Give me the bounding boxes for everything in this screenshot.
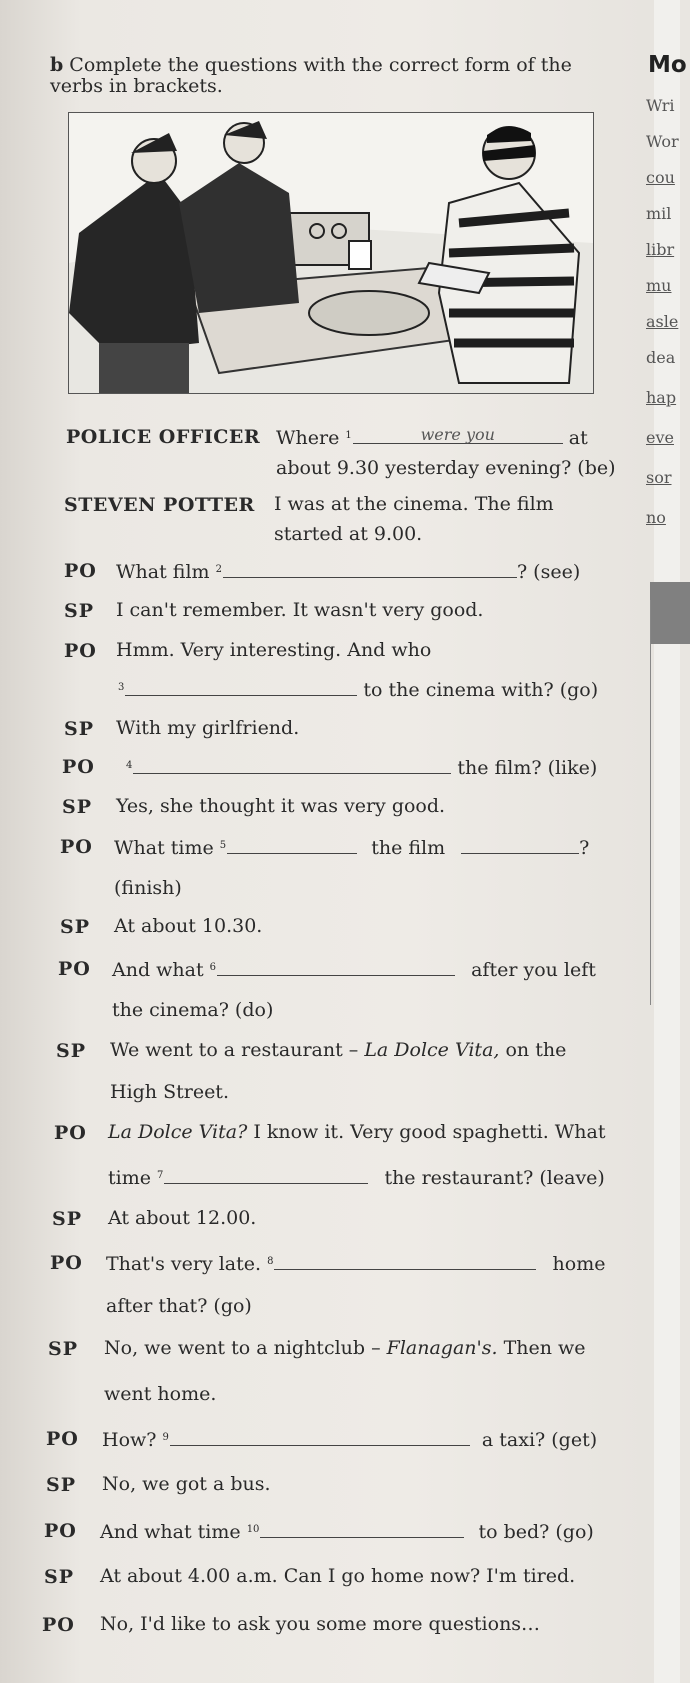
- gap-number: 3: [118, 682, 125, 693]
- dialogue-text: a taxi? (get): [481, 1429, 598, 1451]
- dialogue-italic: La Dolce Vita,: [364, 1039, 500, 1061]
- dialogue-line: [126, 754, 597, 780]
- dialogue-text: What film: [116, 561, 216, 583]
- dialogue-line: At about 10.30.: [114, 915, 263, 937]
- speaker-label: SP: [64, 600, 95, 622]
- dialogue-line: No, we got a bus.: [102, 1473, 271, 1495]
- dialogue-line-cont: after that? (go): [106, 1295, 252, 1317]
- dialogue-text: And what: [112, 959, 210, 981]
- answer-blank[interactable]: [461, 835, 579, 854]
- gap-number: 5: [219, 840, 227, 851]
- dialogue-line-cont: [108, 1164, 605, 1190]
- exercise-letter: b: [50, 54, 64, 76]
- dialogue-italic: La Dolce Vita?: [108, 1121, 248, 1143]
- speaker-label: SP: [46, 1474, 77, 1496]
- side-item: cou: [646, 168, 675, 187]
- dialogue-text: at: [562, 427, 588, 449]
- side-item: Wor: [646, 132, 679, 151]
- dialogue-text: We went to a restaurant –: [110, 1039, 365, 1061]
- answer-blank[interactable]: [164, 1165, 368, 1184]
- speaker-label: PO: [62, 756, 95, 778]
- dialogue-line: [112, 956, 596, 982]
- dialogue-line: [114, 834, 589, 860]
- gap-number: 9: [162, 1432, 169, 1443]
- dialogue-line: No, I'd like to ask you some more questions…: [100, 1613, 541, 1635]
- dialogue-text: Then we: [497, 1337, 586, 1359]
- dialogue-text: on the: [499, 1039, 567, 1061]
- side-item: eve: [646, 428, 674, 447]
- dialogue-line: [102, 1426, 597, 1452]
- adjacent-page-column: [640, 0, 687, 1683]
- side-item: sor: [646, 468, 672, 487]
- speaker-label: STEVEN POTTER: [64, 494, 255, 516]
- dialogue-text: How?: [102, 1429, 163, 1451]
- side-item: dea: [646, 348, 676, 367]
- answer-blank[interactable]: [217, 957, 455, 976]
- dialogue-text: No, we went to a nightclub –: [104, 1337, 387, 1359]
- dialogue-line: [106, 1250, 605, 1276]
- side-item: Wri: [646, 96, 675, 115]
- speaker-label: SP: [56, 1040, 87, 1062]
- dialogue-text: to the cinema with? (go): [363, 679, 599, 701]
- gap-number: 10: [246, 1524, 260, 1535]
- dialogue-line-cont: High Street.: [110, 1081, 229, 1103]
- side-item: hap: [646, 388, 677, 407]
- dialogue-text: ?: [579, 837, 590, 859]
- speaker-label: SP: [62, 796, 93, 818]
- dialogue-text: after you left: [471, 959, 596, 981]
- side-grey-box: [650, 582, 690, 644]
- side-item: libr: [646, 240, 675, 259]
- speaker-label: SP: [64, 718, 95, 740]
- gap-number: 8: [267, 1256, 274, 1267]
- dialogue-text: ? (see): [516, 561, 581, 583]
- dialogue-text: the restaurant? (leave): [384, 1167, 605, 1189]
- answer-blank[interactable]: [260, 1519, 464, 1538]
- dialogue-text: What time: [114, 837, 220, 859]
- dialogue-line-cont: went home.: [104, 1383, 217, 1405]
- dialogue-line: [100, 1518, 594, 1544]
- exercise-heading: [50, 55, 610, 97]
- side-title: Mo: [648, 52, 687, 78]
- dialogue-line: I was at the cinema. The film: [274, 493, 554, 515]
- exercise-instruction: Complete the questions with the correct form of the verbs in brackets.: [50, 54, 572, 97]
- speaker-label: PO: [50, 1252, 83, 1274]
- gap-number: 4: [126, 760, 133, 771]
- dialogue-line: [276, 424, 588, 450]
- dialogue-line: At about 4.00 a.m. Can I go home now? I'm tired.: [100, 1565, 576, 1587]
- dialogue-line-cont: (finish): [114, 877, 182, 899]
- speaker-label: PO: [54, 1122, 87, 1144]
- answer-blank[interactable]: [125, 677, 357, 696]
- answer-blank[interactable]: [170, 1427, 470, 1446]
- side-item: no: [646, 508, 666, 527]
- dialogue-text: the film: [371, 837, 446, 859]
- dialogue-line: At about 12.00.: [108, 1207, 257, 1229]
- speaker-label: PO: [58, 958, 91, 980]
- dialogue-line: Yes, she thought it was very good.: [116, 795, 446, 817]
- side-item: asle: [646, 312, 679, 331]
- dialogue-text: Where: [276, 427, 346, 449]
- answer-blank[interactable]: [353, 425, 563, 444]
- dialogue-text: I know it. Very good spaghetti. What: [247, 1121, 606, 1143]
- side-item: mu: [646, 276, 672, 295]
- gap-number: 1: [345, 430, 352, 441]
- dialogue-text: That's very late.: [106, 1253, 268, 1275]
- speaker-label: PO: [60, 836, 93, 858]
- dialogue-text: home: [552, 1253, 606, 1275]
- dialogue-line-cont: about 9.30 yesterday evening? (be): [276, 457, 616, 479]
- dialogue-italic: Flanagan's.: [386, 1337, 498, 1359]
- dialogue-line: [104, 1336, 586, 1360]
- speaker-label: SP: [44, 1566, 75, 1588]
- speaker-label: POLICE OFFICER: [66, 426, 261, 448]
- dialogue-line-cont: [118, 676, 598, 702]
- gap-number: 7: [157, 1170, 164, 1181]
- dialogue-text: And what time: [100, 1521, 247, 1543]
- dialogue-line: I can't remember. It wasn't very good.: [116, 599, 484, 621]
- dialogue-line: Hmm. Very interesting. And who: [116, 639, 432, 661]
- dialogue-line-cont: the cinema? (do): [112, 999, 274, 1021]
- gap-number: 6: [209, 962, 217, 973]
- dialogue-text: the film? (like): [457, 757, 598, 779]
- speaker-label: PO: [42, 1614, 75, 1636]
- speaker-label: PO: [64, 560, 97, 582]
- dialogue-text: to bed? (go): [478, 1521, 594, 1543]
- answer-blank[interactable]: [223, 559, 517, 578]
- speaker-label: PO: [64, 640, 97, 662]
- answer-blank[interactable]: [274, 1251, 536, 1270]
- dialogue-line: [110, 1038, 566, 1062]
- answer-blank[interactable]: [133, 755, 451, 774]
- interrogation-illustration: [68, 112, 594, 394]
- speaker-label: SP: [52, 1208, 83, 1230]
- dialogue-line-cont: started at 9.00.: [274, 523, 423, 545]
- speaker-label: SP: [48, 1338, 79, 1360]
- side-rule: [650, 600, 651, 1005]
- example-answer: were you: [420, 425, 495, 444]
- speaker-label: PO: [46, 1428, 79, 1450]
- speaker-label: PO: [44, 1520, 77, 1542]
- answer-blank[interactable]: [227, 835, 357, 854]
- illustration-drawing: [69, 113, 593, 393]
- side-item: mil: [646, 204, 672, 223]
- gap-number: 2: [215, 564, 222, 575]
- dialogue-text: time: [108, 1167, 158, 1189]
- speaker-label: SP: [60, 916, 91, 938]
- dialogue-line: [116, 558, 580, 584]
- dialogue-line: [108, 1120, 606, 1144]
- dialogue-line: With my girlfriend.: [116, 717, 300, 739]
